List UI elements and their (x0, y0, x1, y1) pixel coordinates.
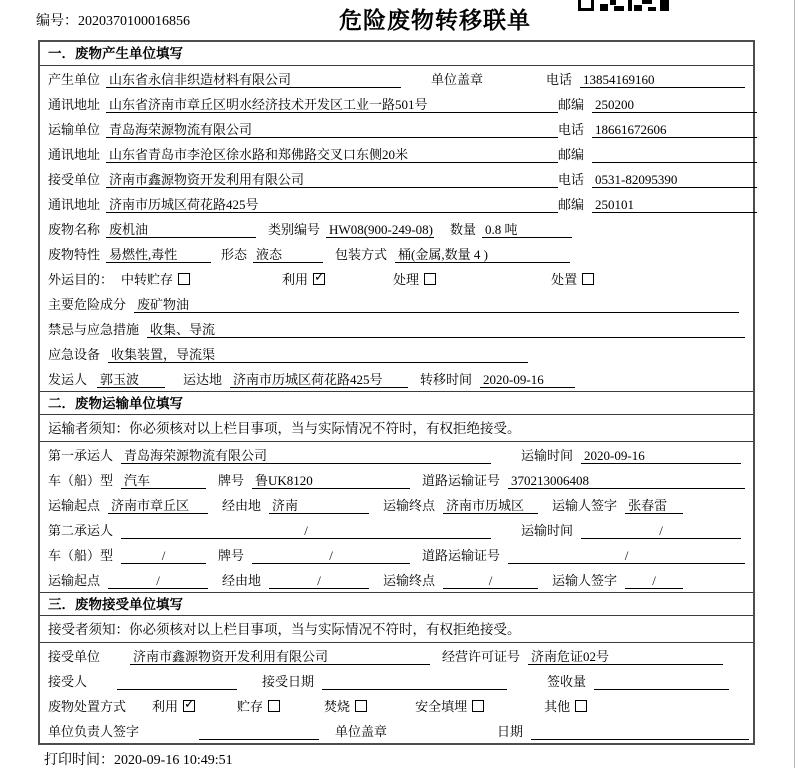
carrier-signature2-value: / (625, 571, 683, 589)
road-permit1-value: 370213006408 (508, 471, 745, 489)
disposal-incinerate-label: 焚烧 (324, 699, 351, 714)
vehicle-type2-label: 车（船）型 (48, 548, 114, 563)
producer-address-value: 山东省济南市章丘区明水经济技术开发区工业一路501号 (106, 95, 558, 113)
row-producer-address (40, 91, 753, 116)
qr-code-icon (578, 0, 670, 11)
row-hazard-components (40, 291, 753, 316)
carrier-signature1-value: 张春雷 (625, 496, 683, 514)
hazard-components-value: 废矿物油 (134, 295, 739, 313)
section-receiver (40, 592, 753, 743)
row-disposal-method (40, 693, 753, 718)
hazard-components-label: 主要危险成分 (48, 297, 127, 312)
row-shipper (40, 366, 753, 391)
transport-time1-label: 运输时间 (521, 448, 574, 463)
purpose-dispose-checkbox (582, 273, 594, 285)
row-responsible-signature (40, 718, 753, 743)
emergency-equipment-value: 收集装置，导流渠 (108, 345, 528, 363)
row-vehicle1 (40, 467, 753, 492)
section-producer (40, 42, 753, 391)
purpose-treat-label: 处理 (393, 272, 420, 287)
transfer-time-label: 转移时间 (420, 372, 473, 387)
emergency-measures-label: 禁忌与应急措施 (48, 322, 140, 337)
transport-address-value: 山东省青岛市李沧区徐水路和郑佛路交叉口东侧20米 (106, 145, 558, 163)
route-via1-label: 经由地 (222, 498, 262, 513)
acceptor-value (117, 672, 237, 690)
plate-number1-label: 牌号 (218, 473, 245, 488)
road-permit2-value: / (508, 546, 745, 564)
print-time-label: 打印时间： (44, 753, 114, 768)
transport-unit-label: 运输单位 (48, 122, 101, 137)
receiver-address-label: 通讯地址 (48, 197, 101, 212)
row-emergency-measures (40, 316, 753, 341)
row-waste-characteristics (40, 241, 753, 266)
destination-value: 济南市历城区荷花路425号 (230, 370, 408, 388)
purpose-treat-checkbox (424, 273, 436, 285)
row-second-carrier (40, 517, 753, 542)
first-carrier-value: 青岛海荣源物流有限公司 (121, 446, 491, 464)
row-transport-address (40, 141, 753, 166)
producer-unit-value: 山东省永信非织造材料有限公司 (106, 70, 401, 88)
disposal-other-label: 其他 (544, 699, 571, 714)
road-permit2-label: 道路运输证号 (422, 548, 501, 563)
receiver-phone-value: 0531-82095390 (592, 170, 757, 188)
purpose-utilize-label: 利用 (282, 272, 309, 287)
form-state-value: 液态 (253, 245, 323, 263)
vehicle-type2-value: / (121, 546, 206, 564)
producer-phone-label: 电话 (545, 72, 572, 87)
section1-title: 一．废物产生单位填写 (40, 42, 753, 66)
signed-quantity-label: 签收量 (547, 674, 587, 689)
accepting-unit-value: 济南市鑫源物资开发利用有限公司 (130, 647, 430, 665)
row-transport-unit (40, 116, 753, 141)
section2-title: 二．废物运输单位填写 (40, 391, 753, 415)
route-start2-value: / (108, 571, 208, 589)
disposal-utilize-checkbox (183, 700, 195, 712)
transport-zip-label: 邮编 (558, 147, 585, 162)
route-end1-value: 济南市历城区 (443, 496, 538, 514)
transport-unit-value: 青岛海荣源物流有限公司 (106, 120, 558, 138)
purpose-transit-storage-checkbox (178, 273, 190, 285)
section-transporter (40, 391, 753, 592)
producer-address-label: 通讯地址 (48, 97, 101, 112)
transport-time2-value: / (581, 521, 741, 539)
row-first-carrier (40, 442, 753, 467)
serial-label: 编号： (36, 14, 78, 29)
disposal-incinerate-checkbox (355, 700, 367, 712)
category-code-label: 类别编号 (268, 222, 321, 237)
acceptor-label: 接受人 (48, 674, 88, 689)
route-via2-value: / (269, 571, 369, 589)
row-emergency-equipment (40, 341, 753, 366)
manifest-form (38, 40, 755, 745)
print-time-value: 2020-09-16 10:49:51 (114, 753, 233, 768)
signed-quantity-value (594, 672, 729, 690)
page-title: 危险废物转移联单 (339, 7, 531, 33)
road-permit1-label: 道路运输证号 (422, 473, 501, 488)
receiver-notice: 接受者须知：你必须核对以上栏目事项，当与实际情况不符时，有权拒绝接受。 (40, 616, 753, 643)
business-license-label: 经营许可证号 (442, 649, 521, 664)
quantity-label: 数量 (450, 222, 477, 237)
unit-seal-label: 单位盖章 (431, 72, 484, 87)
carrier-signature2-label: 运输人签字 (552, 573, 618, 588)
waste-name-value: 废机油 (106, 220, 256, 238)
route-via2-label: 经由地 (222, 573, 262, 588)
emergency-measures-value: 收集、导流 (147, 320, 745, 338)
producer-phone-value: 13854169160 (580, 70, 745, 88)
row-route2 (40, 567, 753, 592)
print-time-line (44, 749, 233, 768)
disposal-method-label: 废物处置方式 (48, 699, 127, 714)
responsible-signature-label: 单位负责人签字 (48, 724, 140, 739)
route-end2-value: / (443, 571, 538, 589)
producer-unit-label: 产生单位 (48, 72, 101, 87)
vehicle-type1-value: 汽车 (121, 471, 206, 489)
vehicle-type1-label: 车（船）型 (48, 473, 114, 488)
accept-date-value (322, 672, 507, 690)
row-receiver-unit (40, 166, 753, 191)
carrier-signature1-label: 运输人签字 (552, 498, 618, 513)
producer-zip-value: 250200 (592, 95, 757, 113)
receiver-seal-label: 单位盖章 (335, 724, 388, 739)
disposal-landfill-checkbox (472, 700, 484, 712)
plate-number2-value: / (252, 546, 410, 564)
transport-address-label: 通讯地址 (48, 147, 101, 162)
row-producer-unit (40, 66, 753, 91)
receiver-unit-value: 济南市鑫源物资开发利用有限公司 (106, 170, 558, 188)
category-code-value: HW08(900-249-08) (326, 220, 434, 238)
plate-number2-label: 牌号 (218, 548, 245, 563)
shipper-value: 郭玉波 (97, 370, 165, 388)
receiver-address-value: 济南市历城区荷花路425号 (106, 195, 558, 213)
disposal-utilize-label: 利用 (152, 699, 179, 714)
shipper-label: 发运人 (48, 372, 88, 387)
row-transfer-purpose (40, 266, 753, 291)
packaging-value: 桶(金属,数量 4 ) (395, 245, 570, 263)
route-via1-value: 济南 (269, 496, 369, 514)
row-receiver-address (40, 191, 753, 216)
emergency-equipment-label: 应急设备 (48, 347, 101, 362)
accepting-unit-label: 接受单位 (48, 649, 101, 664)
quantity-value: 0.8 吨 (482, 220, 572, 238)
purpose-transit-storage-label: 中转贮存 (121, 272, 174, 287)
waste-characteristics-label: 废物特性 (48, 247, 101, 262)
accept-date-label: 接受日期 (262, 674, 315, 689)
packaging-label: 包装方式 (335, 247, 388, 262)
producer-zip-label: 邮编 (558, 97, 585, 112)
route-end2-label: 运输终点 (383, 573, 436, 588)
waste-characteristics-value: 易燃性,毒性 (106, 245, 211, 263)
receiver-zip-value: 250101 (592, 195, 757, 213)
seal-date-value (531, 722, 749, 740)
row-acceptor (40, 668, 753, 693)
transfer-purpose-label: 外运目的： (48, 272, 114, 287)
transport-phone-value: 18661672606 (592, 120, 757, 138)
disposal-storage-checkbox (268, 700, 280, 712)
receiver-phone-label: 电话 (558, 172, 585, 187)
plate-number1-value: 鲁UK8120 (252, 471, 410, 489)
route-start1-label: 运输起点 (48, 498, 101, 513)
transfer-time-value: 2020-09-16 (480, 370, 575, 388)
second-carrier-value: / (121, 521, 491, 539)
disposal-other-checkbox (575, 700, 587, 712)
transport-time2-label: 运输时间 (521, 523, 574, 538)
responsible-signature-value (199, 722, 319, 740)
disposal-storage-label: 贮存 (237, 699, 264, 714)
transport-phone-label: 电话 (558, 122, 585, 137)
waste-name-label: 废物名称 (48, 222, 101, 237)
transport-time1-value: 2020-09-16 (581, 446, 741, 464)
serial-number: 2020370100016856 (78, 14, 190, 29)
purpose-utilize-checkbox (313, 273, 325, 285)
row-route1 (40, 492, 753, 517)
receiver-zip-label: 邮编 (558, 197, 585, 212)
second-carrier-label: 第二承运人 (48, 523, 114, 538)
row-accepting-unit (40, 643, 753, 668)
page-edge-divider (794, 0, 795, 768)
business-license-value: 济南危证02号 (528, 647, 723, 665)
disposal-landfill-label: 安全填埋 (415, 699, 468, 714)
row-waste-name (40, 216, 753, 241)
transport-zip-value (592, 145, 757, 163)
section3-title: 三．废物接受单位填写 (40, 592, 753, 616)
route-end1-label: 运输终点 (383, 498, 436, 513)
first-carrier-label: 第一承运人 (48, 448, 114, 463)
transporter-notice: 运输者须知：你必须核对以上栏目事项，当与实际情况不符时，有权拒绝接受。 (40, 415, 753, 442)
receiver-unit-label: 接受单位 (48, 172, 101, 187)
form-state-label: 形态 (221, 247, 248, 262)
seal-date-label: 日期 (497, 724, 524, 739)
purpose-dispose-label: 处置 (551, 272, 578, 287)
destination-label: 运达地 (183, 372, 223, 387)
row-vehicle2 (40, 542, 753, 567)
route-start2-label: 运输起点 (48, 573, 101, 588)
route-start1-value: 济南市章丘区 (108, 496, 208, 514)
